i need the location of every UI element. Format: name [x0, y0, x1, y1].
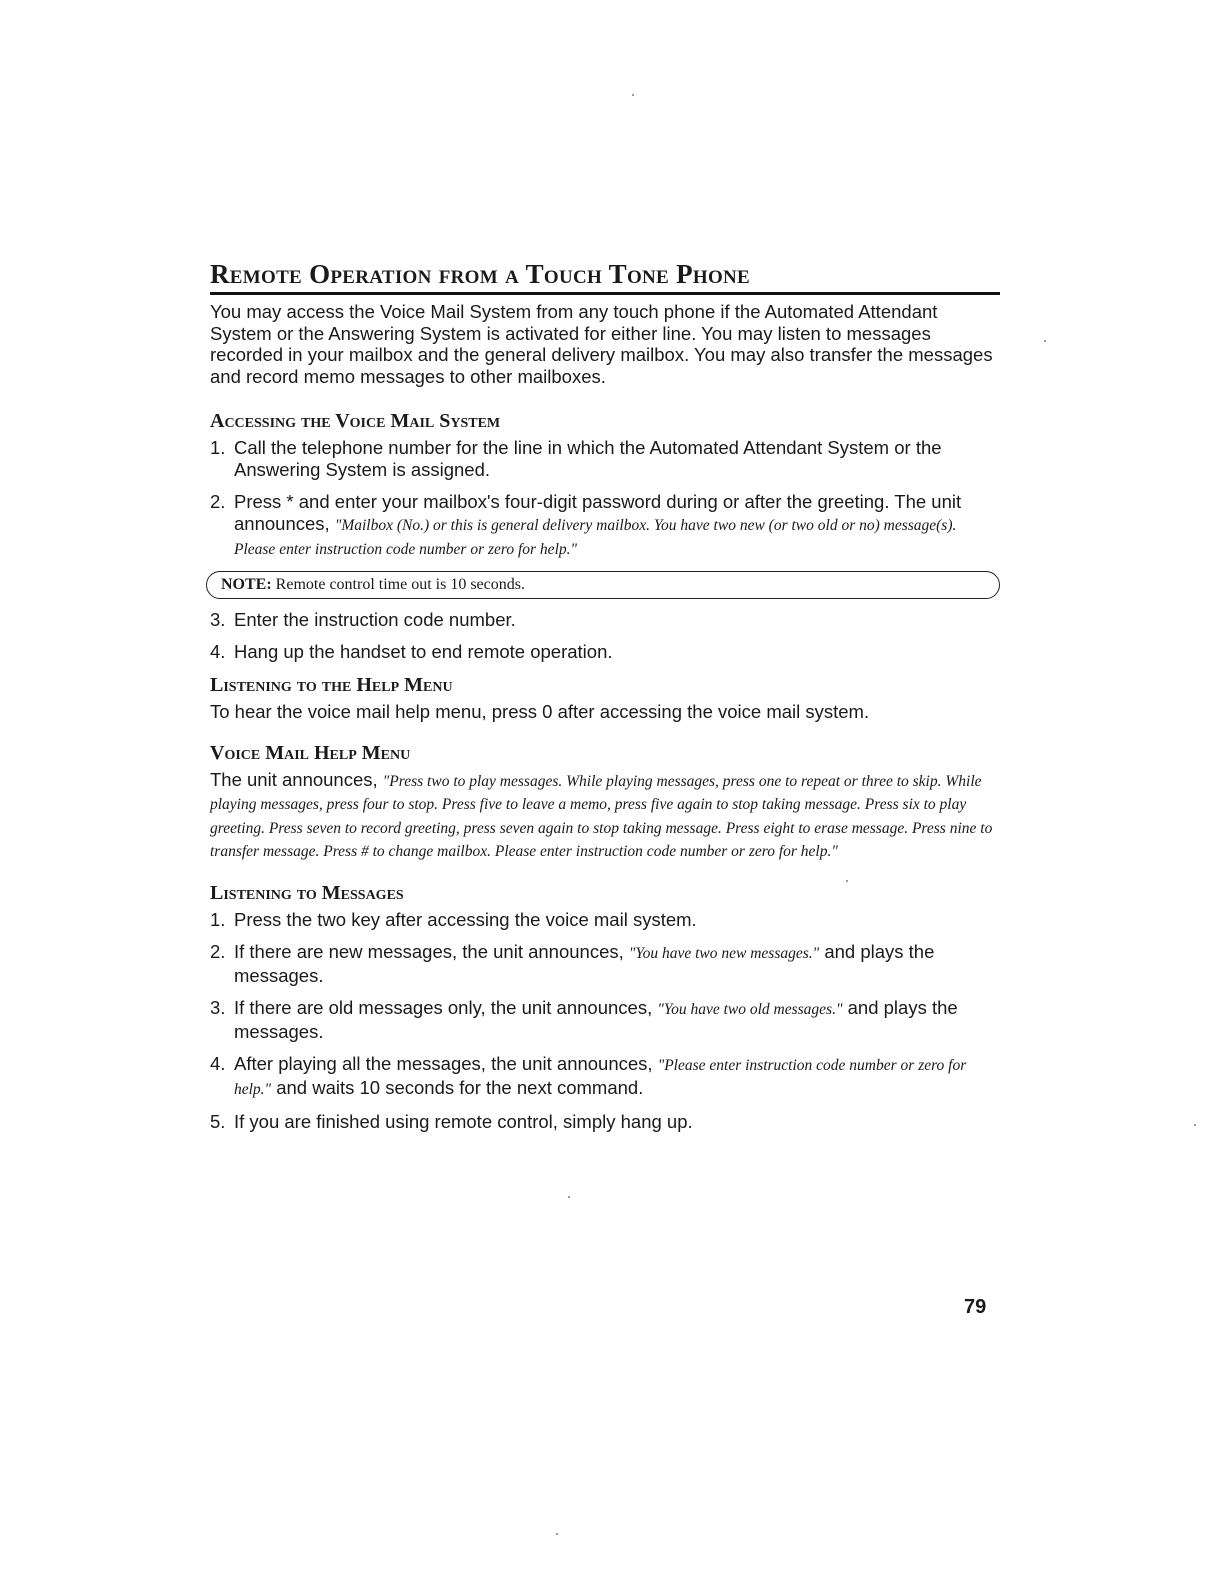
- step-text: Enter the instruction code number.: [234, 609, 516, 630]
- page-title: Remote Operation from a Touch Tone Phone: [210, 259, 751, 289]
- section-heading-listening-messages: Listening to Messages: [210, 881, 404, 904]
- announcement-quote: "Mailbox (No.) or this is general delivery mailbox. You have two new (or two old or no) message(s). Please enter instruction code number or zero for help.": [234, 517, 957, 558]
- note-label: NOTE:: [221, 576, 272, 593]
- note-box: [206, 571, 1000, 599]
- step-text: If you are finished using remote control, simply hang up.: [234, 1110, 693, 1132]
- step-number: 4.: [210, 641, 226, 662]
- step-text: Call the telephone number for the line in which the Automated Attendant System or the Answering System is assigned.: [234, 437, 942, 480]
- accessing-steps: [210, 437, 1000, 561]
- step-text: [234, 491, 1000, 561]
- step-text-part: and plays the messages.: [234, 940, 935, 986]
- step-number: 2.: [210, 491, 226, 512]
- section-heading-listening-help: Listening to the Help Menu: [210, 674, 453, 696]
- list-item: [210, 941, 1000, 987]
- step-text-part: and plays the messages.: [234, 996, 958, 1042]
- scan-speck: [1044, 340, 1046, 342]
- section-heading-accessing: Accessing the Voice Mail System: [210, 410, 501, 432]
- scan-speck: [556, 1533, 558, 1535]
- step-text: Hang up the handset to end remote operation.: [234, 641, 613, 662]
- list-item: [210, 997, 1000, 1043]
- list-item: [210, 437, 1000, 481]
- listening-messages-steps: [210, 909, 1000, 1133]
- help-menu-lead: The unit announces,: [210, 768, 378, 790]
- page-number: 79: [964, 1296, 987, 1318]
- list-item: [210, 1053, 1000, 1101]
- step-text-part: After playing all the messages, the unit announces,: [234, 1052, 653, 1074]
- step-number: 2.: [210, 940, 226, 962]
- scan-speck: [632, 94, 634, 96]
- step-number: 4.: [210, 1052, 226, 1074]
- announcement-quote: "You have two new messages.": [628, 944, 820, 962]
- step-number: 1.: [210, 437, 226, 458]
- section-heading-help-menu: Voice Mail Help Menu: [210, 741, 411, 764]
- page-content: [210, 258, 1000, 1143]
- list-item: [210, 1111, 1000, 1133]
- step-text-part: and waits 10 seconds for the next command.: [276, 1076, 644, 1098]
- scan-speck: [846, 880, 848, 882]
- step-text-main: Press * and enter your mailbox's four-digit password during or after the greeting. The unit announces,: [234, 491, 962, 534]
- step-text-part: If there are new messages, the unit announces,: [234, 940, 624, 962]
- announcement-quote: "You have two old messages.": [657, 1000, 843, 1018]
- scan-speck: [1194, 1124, 1196, 1126]
- list-item: [210, 491, 1000, 561]
- note-text: Remote control time out is 10 seconds.: [275, 576, 525, 593]
- list-item: [210, 641, 1000, 663]
- listening-help-paragraph: To hear the voice mail help menu, press 0 after accessing the voice mail system.: [210, 701, 870, 722]
- help-menu-quote: "Press two to play messages. While playing messages, press one to repeat or three to skip. While playing messages, press four to stop. Press five to leave a memo, press five again to stop taking message. Press six to play greeting. Press seven to record greeting, press seven again to stop taking message. Press eight to erase message. Press nine to transfer message. Press # to change mailbox. Please enter instruction code number or zero for help.": [210, 772, 993, 860]
- list-item: [210, 909, 1000, 931]
- step-text: [234, 941, 1000, 987]
- title-rule: [210, 292, 1000, 295]
- accessing-steps-continued: [210, 609, 1000, 663]
- intro-paragraph: You may access the Voice Mail System from any touch phone if the Automated Attendant System or the Answering System is activated for either line. You may listen to messages recorded in your mailbox and the general delivery mailbox. You may also transfer the messages and record memo messages to other mailboxes.: [210, 301, 993, 387]
- scan-speck: [568, 1196, 570, 1198]
- list-item: [210, 609, 1000, 631]
- step-text: [234, 997, 1000, 1043]
- help-menu-paragraph: [210, 769, 1000, 863]
- step-text: [234, 1053, 1000, 1101]
- step-number: 3.: [210, 609, 226, 630]
- step-number: 3.: [210, 996, 226, 1018]
- step-number: 1.: [210, 908, 226, 930]
- announcement-quote: "Please enter instruction code number or zero for help.": [234, 1056, 967, 1098]
- step-text-part: If there are old messages only, the unit announces,: [234, 996, 653, 1018]
- step-number: 5.: [210, 1110, 226, 1132]
- step-text: Press the two key after accessing the voice mail system.: [234, 908, 697, 930]
